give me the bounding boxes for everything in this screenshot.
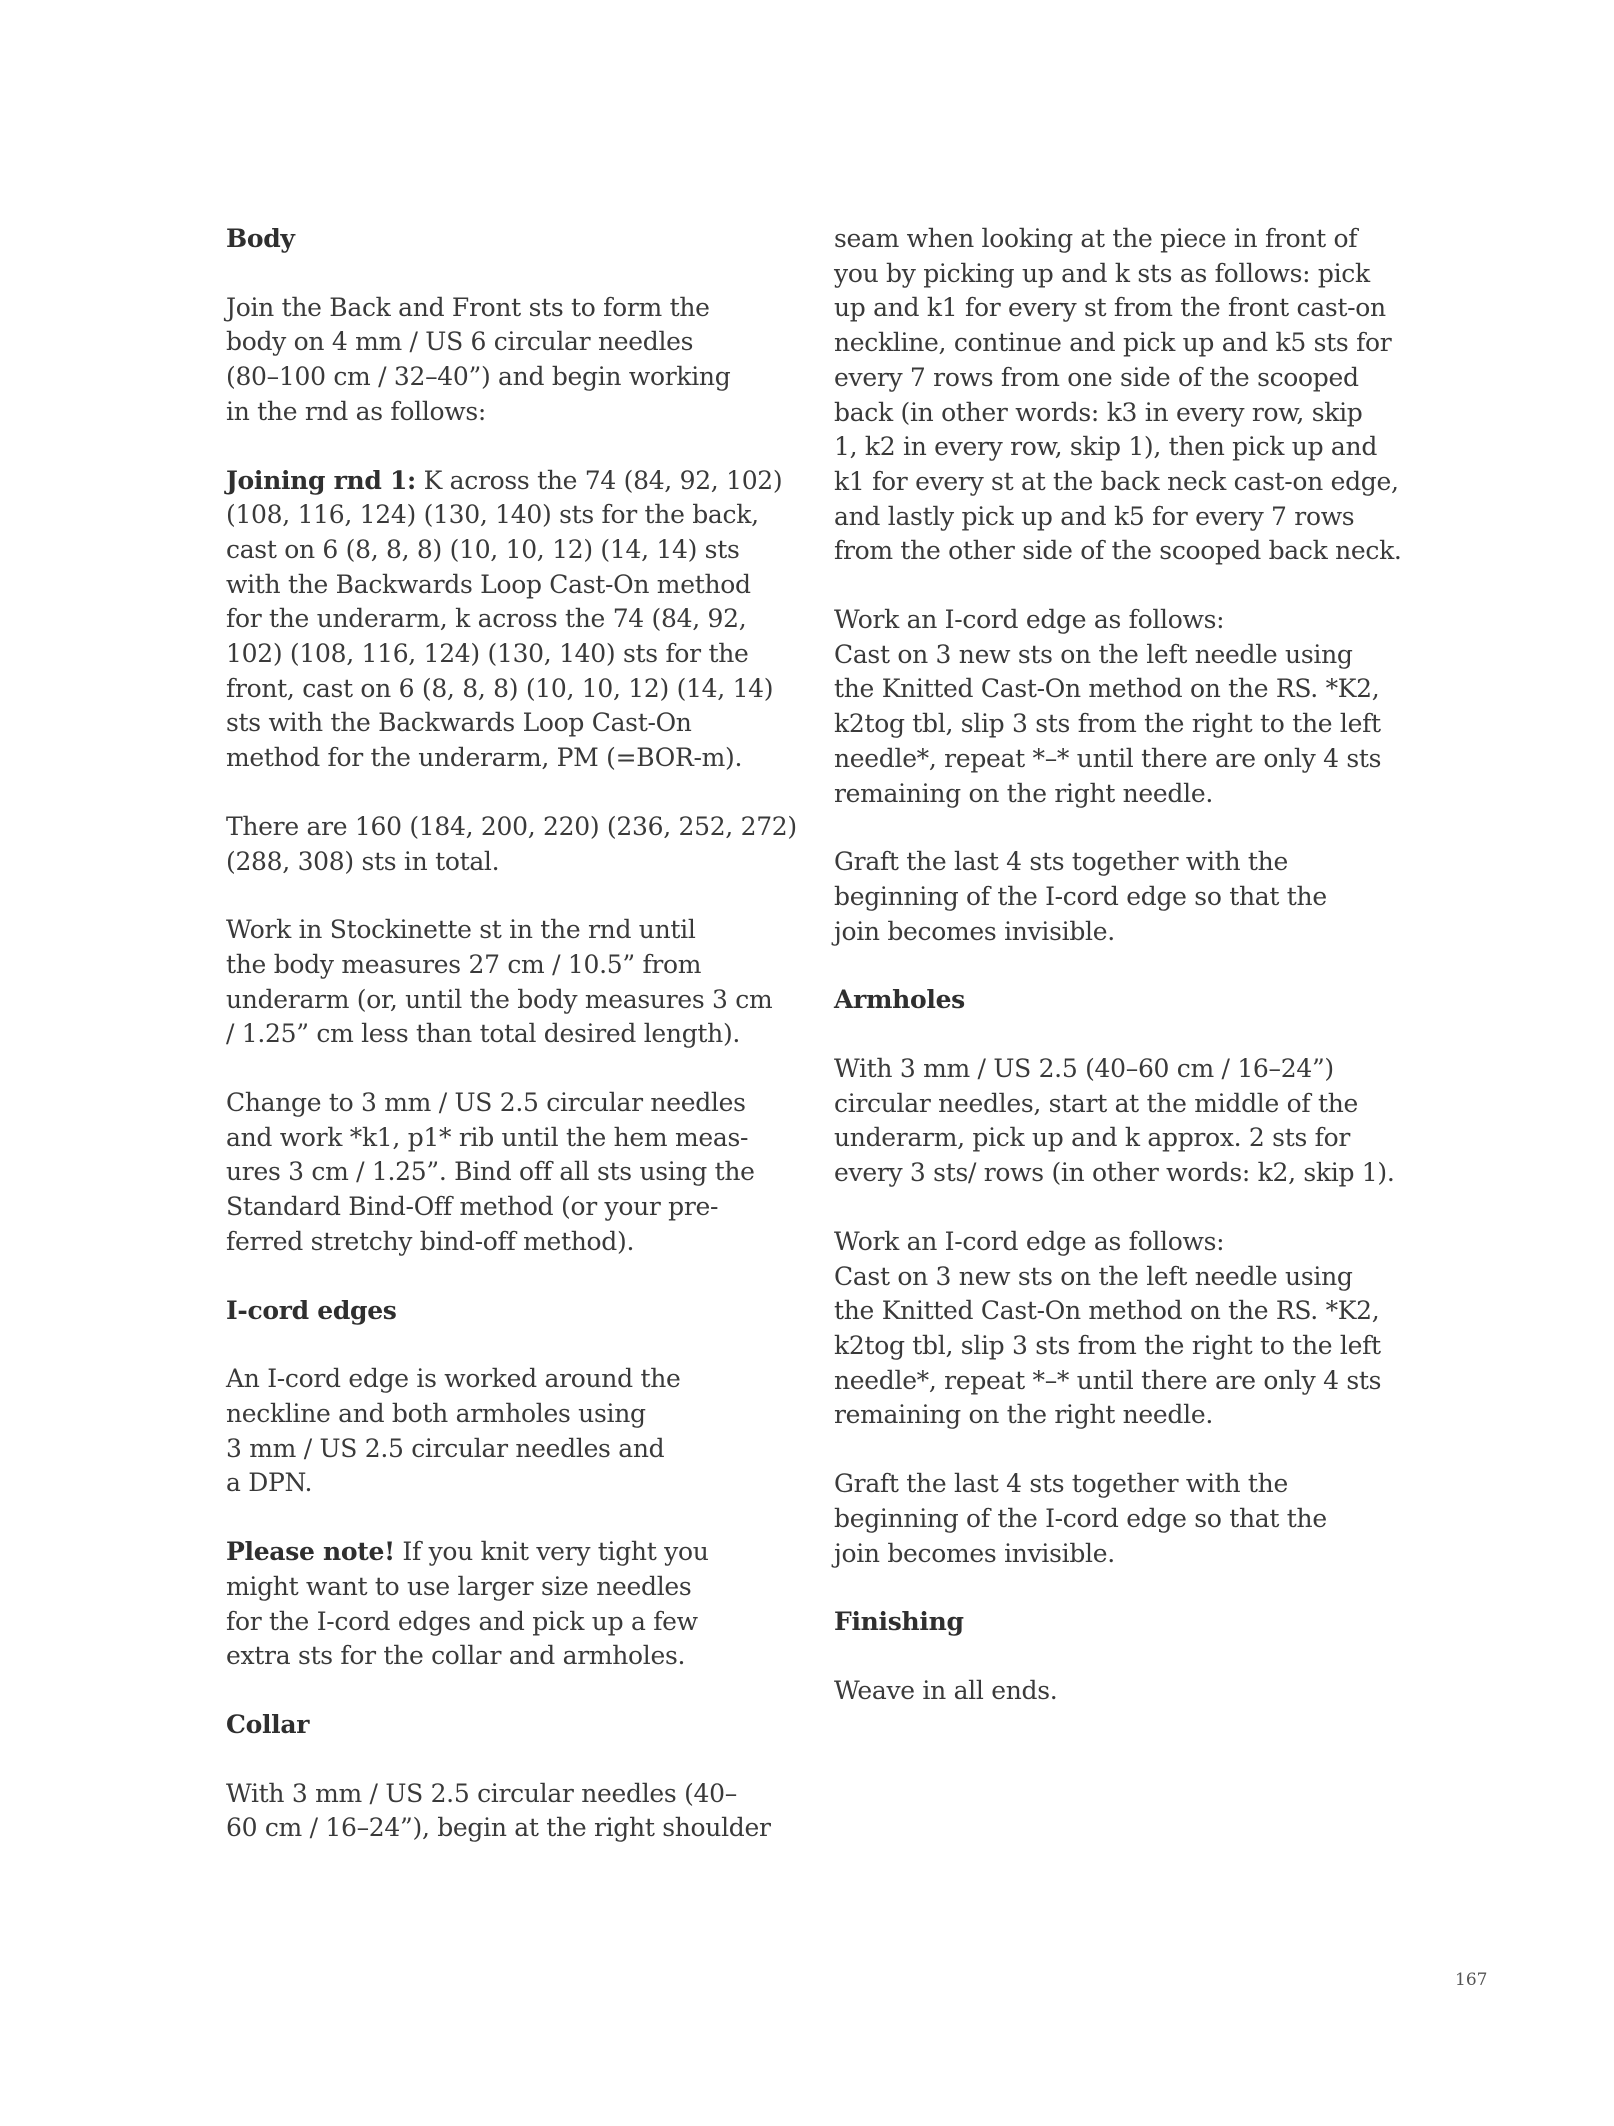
text-line: the body measures 27 cm / 10.5” from bbox=[226, 949, 702, 979]
total-stitches-paragraph bbox=[226, 810, 797, 879]
text-line: Change to 3 mm / US 2.5 circular needles bbox=[226, 1088, 746, 1118]
text-fragment: If you knit very tight you bbox=[394, 1537, 709, 1567]
page-number: 167 bbox=[1455, 1970, 1488, 1990]
armholes-heading-block bbox=[834, 983, 1394, 1018]
text-line: Cast on 3 new sts on the left needle using bbox=[834, 639, 1353, 669]
text-line: With 3 mm / US 2.5 circular needles (40– bbox=[226, 1778, 737, 1808]
left-column bbox=[226, 222, 797, 1880]
text-line: beginning of the I-cord edge so that the bbox=[834, 1503, 1327, 1533]
text-line: With 3 mm / US 2.5 (40–60 cm / 16–24”) bbox=[834, 1054, 1334, 1084]
text-line: (108, 116, 124) (130, 140) sts for the back, bbox=[226, 500, 759, 530]
collar-continued-paragraph bbox=[834, 222, 1402, 569]
text-line: for the I-cord edges and pick up a few bbox=[226, 1606, 698, 1636]
text-line: An I-cord edge is worked around the bbox=[226, 1364, 681, 1394]
text-line: cast on 6 (8, 8, 8) (10, 10, 12) (14, 14) sts bbox=[226, 534, 740, 564]
text-line: in the rnd as follows: bbox=[226, 396, 487, 426]
text-line: There are 160 (184, 200, 220) (236, 252, 272) bbox=[226, 811, 797, 841]
text-fragment: K across the 74 (84, 92, 102) bbox=[416, 465, 783, 495]
text-line: Work an I-cord edge as follows: bbox=[834, 605, 1225, 635]
body-heading: Body bbox=[226, 224, 295, 253]
text-line: 1, k2 in every row, skip 1), then pick up and bbox=[834, 432, 1378, 462]
note-paragraph bbox=[226, 1535, 786, 1674]
text-line bbox=[226, 1535, 786, 1570]
text-line: k1 for every st at the back neck cast-on edge, bbox=[834, 466, 1399, 496]
text-line: Standard Bind-Off method (or your pre- bbox=[226, 1192, 719, 1222]
text-line: might want to use larger size needles bbox=[226, 1571, 692, 1601]
rib-paragraph bbox=[226, 1086, 786, 1260]
text-line: k2tog tbl, slip 3 sts from the right to the left bbox=[834, 1330, 1381, 1360]
stockinette-paragraph bbox=[226, 913, 786, 1052]
text-line bbox=[226, 464, 786, 499]
text-line: Graft the last 4 sts together with the bbox=[834, 1469, 1288, 1499]
right-column bbox=[834, 222, 1402, 1743]
joining-round-label: Joining rnd 1: bbox=[226, 465, 416, 495]
finishing-heading-block bbox=[834, 1605, 1394, 1640]
text-line: the Knitted Cast-On method on the RS. *K2, bbox=[834, 674, 1380, 704]
text-line: the Knitted Cast-On method on the RS. *K2, bbox=[834, 1296, 1380, 1326]
icord-edges-heading: I-cord edges bbox=[226, 1295, 397, 1325]
text-line: back (in other words: k3 in every row, skip bbox=[834, 397, 1363, 427]
text-line: (288, 308) sts in total. bbox=[226, 846, 500, 876]
graft-paragraph-2 bbox=[834, 1467, 1394, 1571]
text-line: underarm, pick up and k approx. 2 sts for bbox=[834, 1123, 1350, 1153]
text-line: up and k1 for every st from the front cast-on bbox=[834, 293, 1386, 323]
text-line: needle*, repeat *–* until there are only 4 sts bbox=[834, 1365, 1382, 1395]
text-line: join becomes invisible. bbox=[834, 1538, 1115, 1568]
text-line: seam when looking at the piece in front of bbox=[834, 224, 1358, 253]
text-line: ferred stretchy bind-off method). bbox=[226, 1226, 635, 1256]
text-line: a DPN. bbox=[226, 1468, 313, 1498]
joining-round-paragraph bbox=[226, 464, 786, 776]
text-line: beginning of the I-cord edge so that the bbox=[834, 881, 1327, 911]
text-line: every 3 sts/ rows (in other words: k2, skip 1). bbox=[834, 1158, 1395, 1188]
text-line: 60 cm / 16–24”), begin at the right shoulder bbox=[226, 1813, 771, 1843]
text-line: Weave in all ends. bbox=[834, 1675, 1058, 1705]
text-line: neckline and both armholes using bbox=[226, 1398, 646, 1428]
icord-instructions-paragraph bbox=[834, 603, 1394, 811]
text-line: from the other side of the scooped back neck. bbox=[834, 536, 1402, 566]
icord-paragraph bbox=[226, 1362, 786, 1501]
text-line: body on 4 mm / US 6 circular needles bbox=[226, 327, 694, 357]
text-line: for the underarm, k across the 74 (84, 92, bbox=[226, 604, 747, 634]
text-line: Work an I-cord edge as follows: bbox=[834, 1226, 1225, 1256]
text-line: sts with the Backwards Loop Cast-On bbox=[226, 708, 692, 738]
text-line: 3 mm / US 2.5 circular needles and bbox=[226, 1433, 665, 1463]
collar-heading: Collar bbox=[226, 1709, 310, 1739]
text-line: Graft the last 4 sts together with the bbox=[834, 847, 1288, 877]
text-line: neckline, continue and pick up and k5 sts for bbox=[834, 328, 1392, 358]
text-line: circular needles, start at the middle of the bbox=[834, 1088, 1359, 1118]
text-line: / 1.25” cm less than total desired length). bbox=[226, 1019, 741, 1049]
text-line: remaining on the right needle. bbox=[834, 778, 1213, 808]
collar-paragraph bbox=[226, 1777, 786, 1846]
join-paragraph bbox=[226, 291, 786, 430]
text-line: extra sts for the collar and armholes. bbox=[226, 1641, 686, 1671]
text-line: Join the Back and Front sts to form the bbox=[226, 292, 710, 322]
text-line: k2tog tbl, slip 3 sts from the right to the left bbox=[834, 709, 1381, 739]
collar-heading-block bbox=[226, 1708, 786, 1743]
finishing-paragraph bbox=[834, 1674, 1394, 1709]
icord-instructions-paragraph-2 bbox=[834, 1225, 1394, 1433]
armholes-heading: Armholes bbox=[834, 985, 965, 1015]
please-note-label: Please note! bbox=[226, 1537, 395, 1567]
armholes-paragraph bbox=[834, 1052, 1394, 1191]
text-line: you by picking up and k sts as follows: pick bbox=[834, 258, 1370, 288]
text-line: (80–100 cm / 32–40”) and begin working bbox=[226, 362, 731, 392]
text-line: remaining on the right needle. bbox=[834, 1400, 1213, 1430]
text-line: Cast on 3 new sts on the left needle using bbox=[834, 1261, 1353, 1291]
graft-paragraph bbox=[834, 845, 1394, 949]
text-line: and lastly pick up and k5 for every 7 rows bbox=[834, 501, 1355, 531]
body-section-heading-block bbox=[226, 222, 786, 257]
text-line: and work *k1, p1* rib until the hem meas- bbox=[226, 1122, 749, 1152]
text-line: every 7 rows from one side of the scooped bbox=[834, 362, 1359, 392]
icord-heading-block bbox=[226, 1294, 786, 1329]
text-line: Work in Stockinette st in the rnd until bbox=[226, 915, 696, 945]
finishing-heading: Finishing bbox=[834, 1607, 964, 1637]
text-line: ures 3 cm / 1.25”. Bind off all sts using the bbox=[226, 1157, 755, 1187]
text-line: needle*, repeat *–* until there are only 4 sts bbox=[834, 743, 1382, 773]
text-line: method for the underarm, PM (=BOR-m). bbox=[226, 743, 743, 773]
text-line: with the Backwards Loop Cast-On method bbox=[226, 569, 751, 599]
text-line: front, cast on 6 (8, 8, 8) (10, 10, 12) (14, 14) bbox=[226, 673, 774, 703]
text-line: join becomes invisible. bbox=[834, 916, 1115, 946]
text-line: 102) (108, 116, 124) (130, 140) sts for the bbox=[226, 639, 749, 669]
text-line: underarm (or, until the body measures 3 cm bbox=[226, 984, 773, 1014]
